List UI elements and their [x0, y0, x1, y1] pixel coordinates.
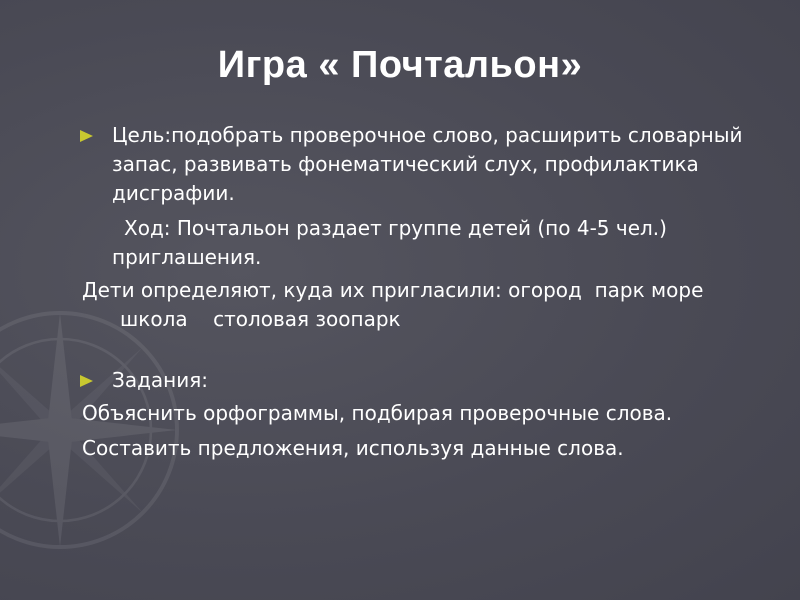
children-text: Дети определяют, куда их пригласили: огород парк море школа столовая зоопарк — [82, 278, 723, 331]
goal-text: Цель:подобрать проверочное слово, расширить словарный запас, развивать фонематический слух, профилактика дисграфии. — [112, 123, 743, 205]
move-text: Ход: Почтальон раздает группе детей (по 4-5 чел.) приглашения. — [112, 216, 667, 269]
triangle-arrow-icon — [80, 375, 93, 387]
slide-title: Игра « Почтальон» — [217, 44, 583, 86]
bullet-tasks — [80, 366, 780, 395]
tasks-heading: Задания: — [112, 368, 209, 392]
slide-body — [80, 121, 780, 463]
triangle-arrow-icon — [80, 130, 93, 142]
task-2-text: Составить предложения, используя данные слова. — [82, 436, 624, 460]
task-1-text: Объяснить орфограммы, подбирая проверочные слова. — [82, 401, 673, 425]
bullet-goal — [80, 121, 780, 208]
